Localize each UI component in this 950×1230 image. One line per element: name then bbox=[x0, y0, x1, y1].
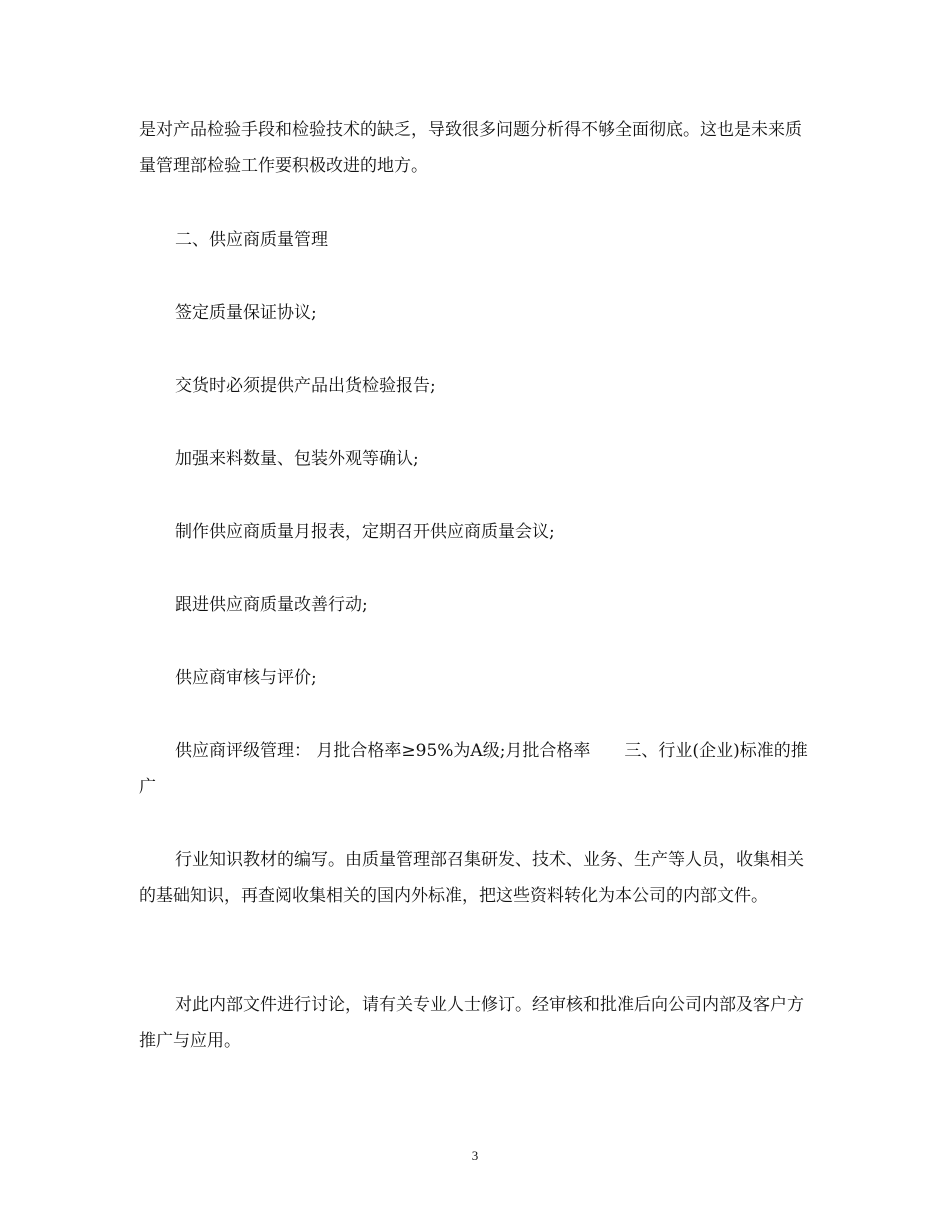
paragraph-document-review: 对此内部文件进行讨论，请有关专业人士修订。经审核和批准后向公司内部及客户方推广与应用。 bbox=[139, 995, 804, 1051]
list-item-improvement-follow-up: 跟进供应商质量改善行动; bbox=[175, 595, 368, 615]
paragraph-industry-materials: 行业知识教材的编写。由质量管理部召集研发、技术、业务、生产等人员，收集相关的基础知识，再查阅收集相关的国内外标准，把这些资料转化为本公司的内部文件。 bbox=[139, 850, 804, 906]
list-item-monthly-report: 制作供应商质量月报表，定期召开供应商质量会议; bbox=[175, 522, 555, 542]
section-heading-supplier-quality: 二、供应商质量管理 bbox=[175, 230, 328, 250]
list-item-supplier-audit: 供应商审核与评价; bbox=[175, 668, 317, 688]
paragraph-quality-inspection-summary: 是对产品检验手段和检验技术的缺乏，导致很多问题分析得不够全面彻底。这也是未来质量管理部检验工作要积极改进的地方。 bbox=[139, 120, 802, 176]
paragraph-supplier-rating: 供应商评级管理： 月批合格率≥95%为A级;月批合格率 三、行业(企业)标准的推广 bbox=[139, 741, 808, 797]
list-item-quality-agreement: 签定质量保证协议; bbox=[175, 303, 317, 323]
list-item-incoming-check: 加强来料数量、包装外观等确认; bbox=[175, 449, 419, 469]
page-number: 3 bbox=[471, 1148, 479, 1163]
list-item-shipment-report: 交货时必须提供产品出货检验报告; bbox=[175, 376, 436, 396]
